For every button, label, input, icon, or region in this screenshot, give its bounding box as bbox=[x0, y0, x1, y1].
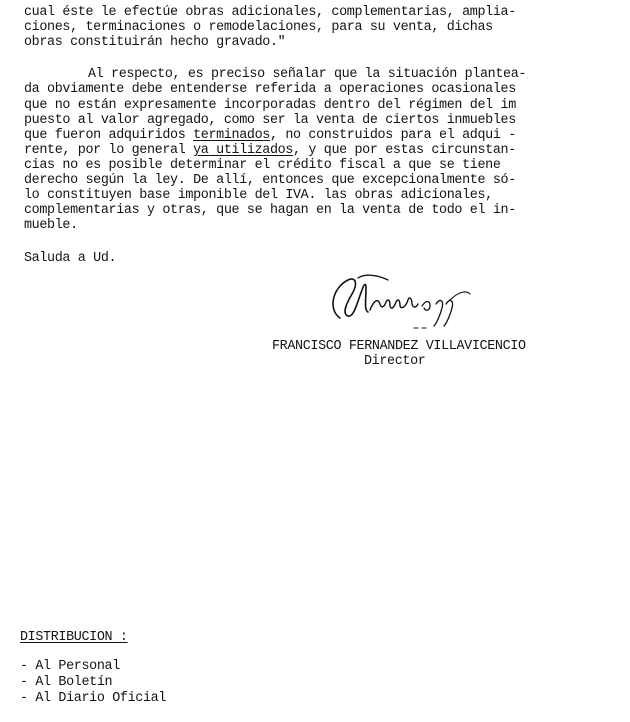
distribution-heading: DISTRIBUCION : bbox=[20, 630, 128, 645]
paragraph-line-3: que no están expresamente incorporadas dentro del régimen del im bbox=[24, 98, 516, 113]
paragraph-line-9: lo constituyen base imponible del IVA. las obras adicionales, bbox=[24, 188, 493, 203]
paragraph-line-10: complementarias y otras, que se hagan en la venta de todo el in- bbox=[24, 203, 516, 218]
paragraph-line-6-start: rente, por lo general bbox=[24, 143, 194, 158]
paragraph-line-2: da obviamente debe entenderse referida a operaciones ocasionales bbox=[24, 82, 516, 97]
quote-line-2: ciones, terminaciones o remodelaciones, para su venta, dichas bbox=[24, 20, 493, 35]
paragraph-line-6 bbox=[24, 143, 516, 158]
distribution-item-boletin: - Al Boletín bbox=[20, 675, 113, 690]
paragraph-line-5 bbox=[24, 128, 516, 143]
signer-name: FRANCISCO FERNANDEZ VILLAVICENCIO bbox=[272, 339, 526, 354]
paragraph-line-8: derecho según la ley. De allí, entonces que excepcionalmente só- bbox=[24, 173, 516, 188]
signature-scribble-icon bbox=[318, 270, 488, 330]
quote-line-3: obras constituirán hecho gravado." bbox=[24, 35, 286, 50]
closing-salutation: Saluda a Ud. bbox=[24, 251, 117, 266]
signer-title: Director bbox=[364, 354, 426, 369]
distribution-item-diario-oficial: - Al Diario Oficial bbox=[20, 691, 167, 706]
paragraph-line-5-start: que fueron adquiridos bbox=[24, 128, 194, 143]
distribution-item-personal: - Al Personal bbox=[20, 659, 120, 674]
paragraph-line-1: Al respecto, es preciso señalar que la situación plantea- bbox=[88, 67, 527, 82]
paragraph-line-5-end: , no construidos para el adqui - bbox=[269, 128, 516, 143]
quote-line-1: cual éste le efectúe obras adicionales, complementarias, amplia- bbox=[24, 5, 516, 20]
paragraph-line-4: puesto al valor agregado, como ser la venta de ciertos inmuebles bbox=[24, 113, 516, 128]
paragraph-line-7: cias no es posible determinar el crédito fiscal a que se tiene bbox=[24, 158, 501, 173]
underlined-terminados: terminados bbox=[193, 128, 270, 143]
underlined-ya-utilizados: ya utilizados bbox=[193, 143, 294, 158]
paragraph-line-6-end: , y que por estas circunstan- bbox=[293, 143, 516, 158]
handwritten-signature bbox=[318, 270, 488, 330]
paragraph-line-11: mueble. bbox=[24, 218, 78, 233]
